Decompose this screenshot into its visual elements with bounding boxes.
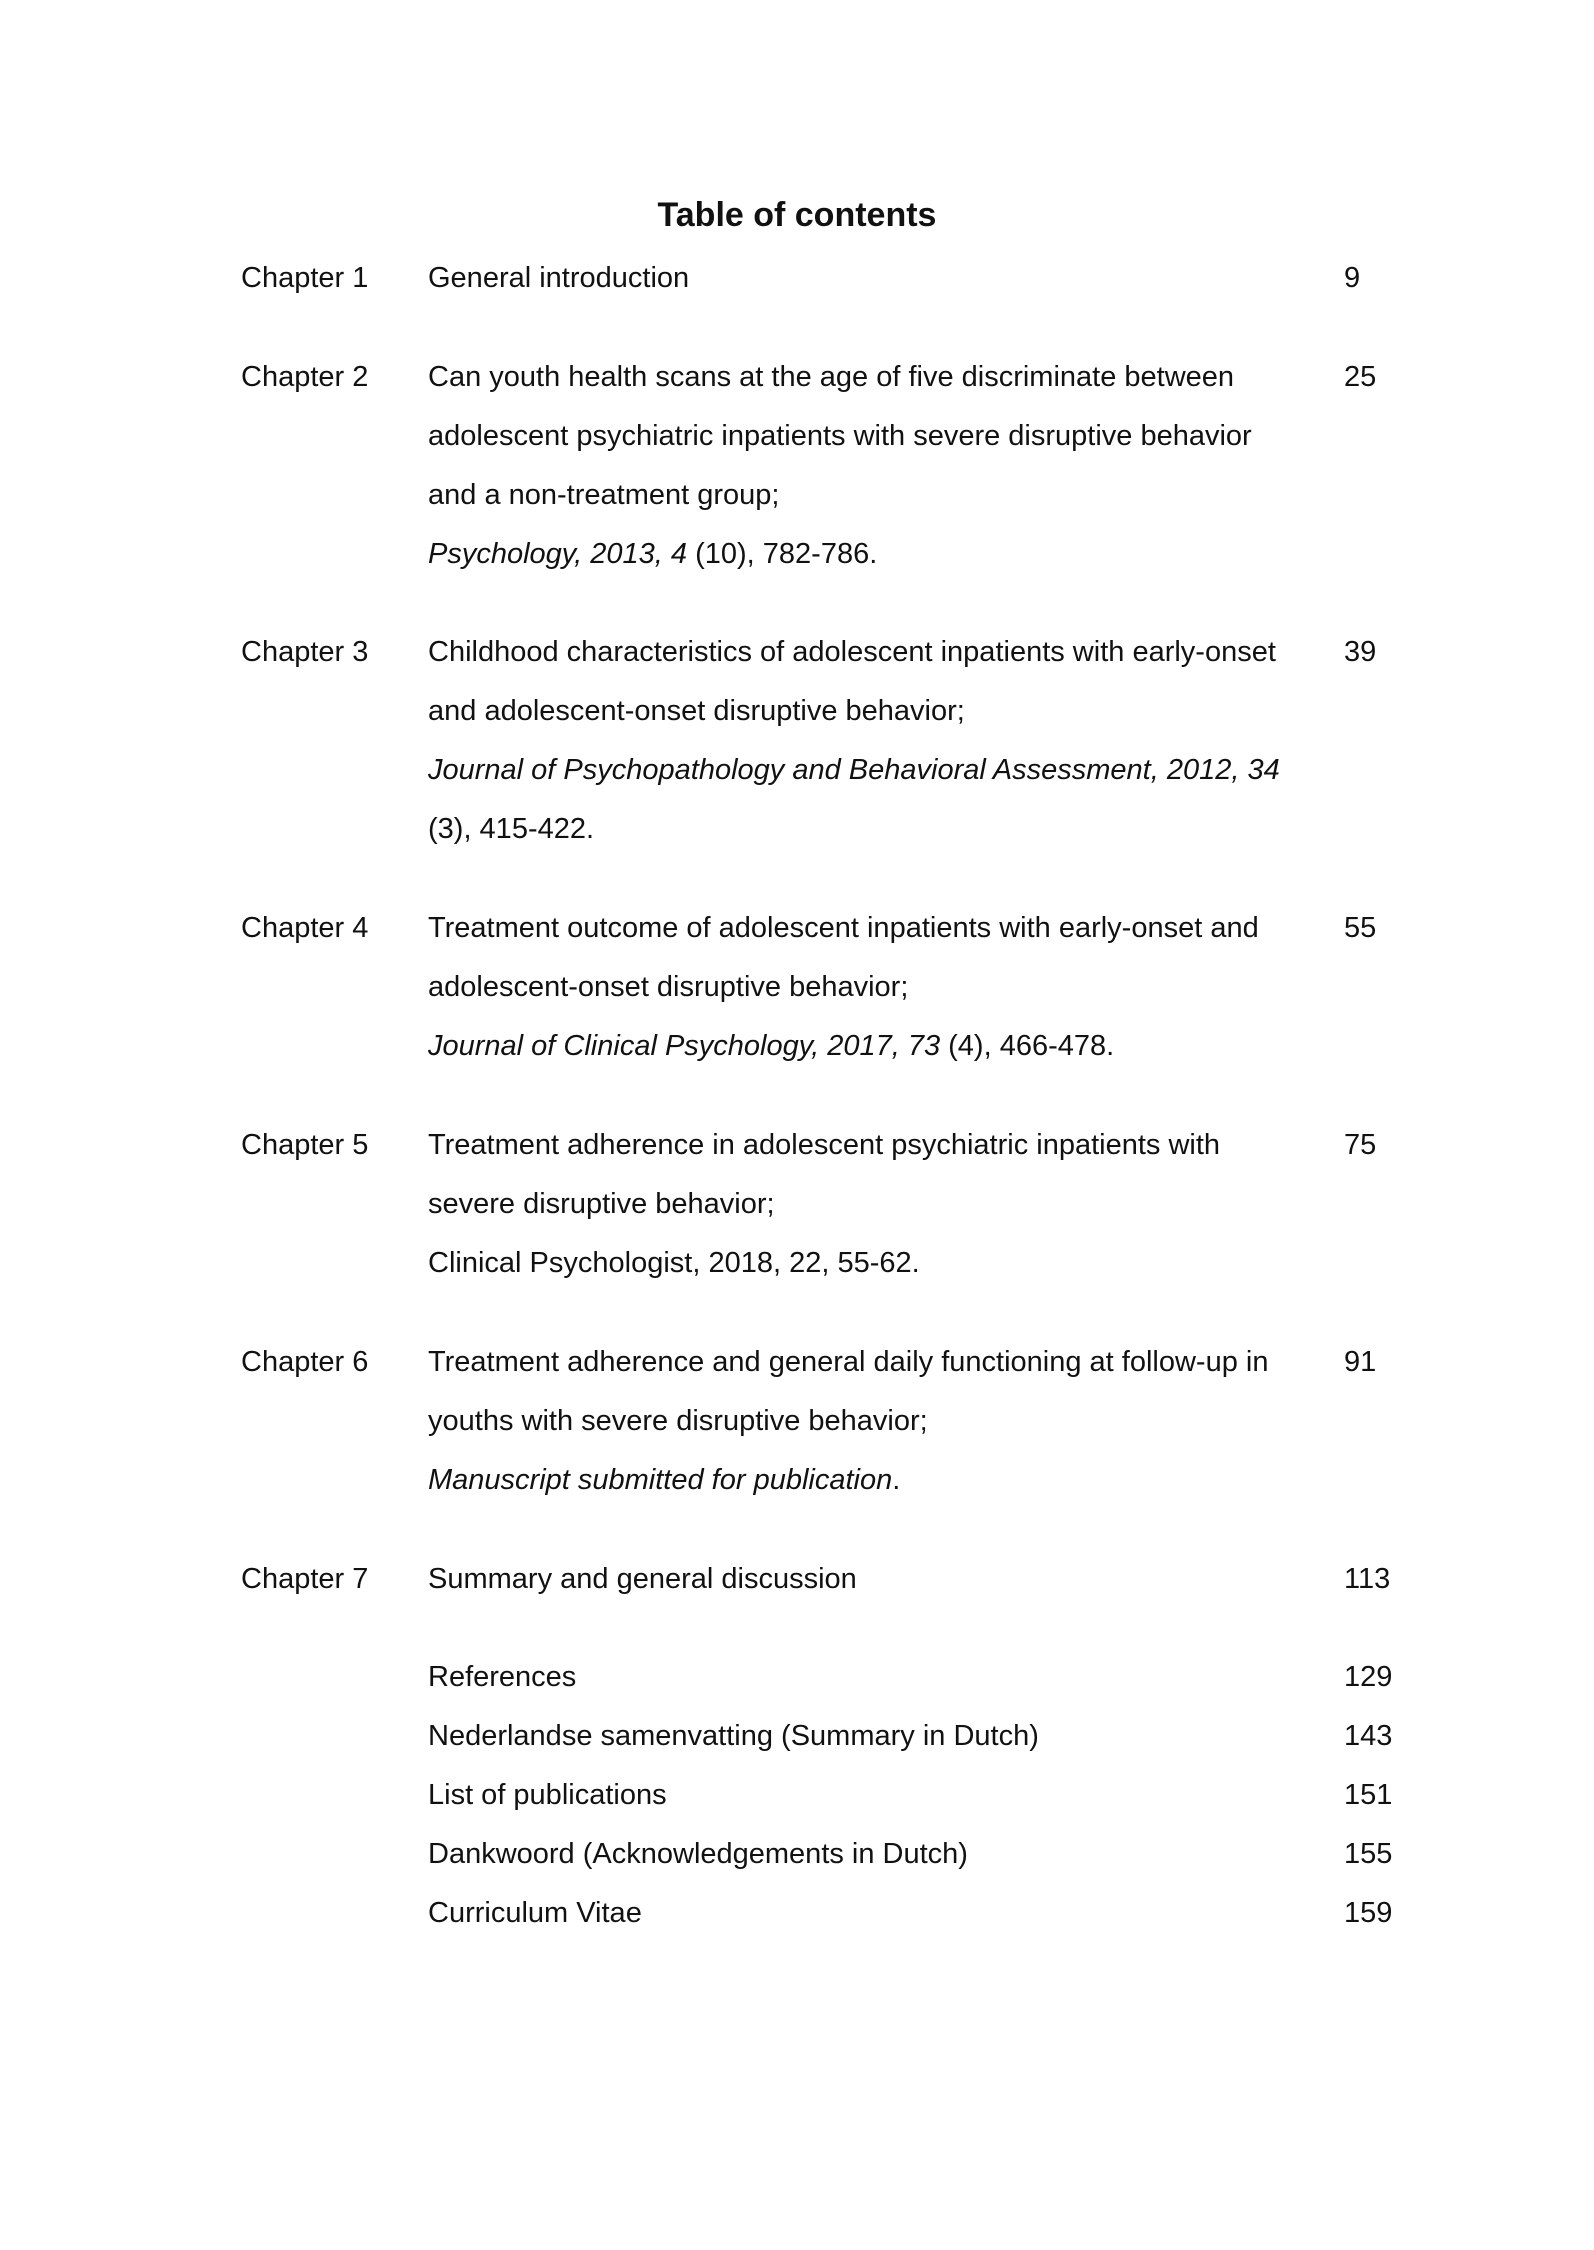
entry-title <box>428 1116 1308 1293</box>
page-number: 25 <box>1344 361 1377 393</box>
entry-title <box>428 1333 1308 1510</box>
entry-line: and a non-treatment group; <box>428 479 780 511</box>
entry-line: Nederlandse samenvatting (Summary in Dutch) <box>428 1720 1039 1752</box>
entry-title <box>428 899 1308 1076</box>
entry-title <box>428 249 1308 308</box>
chapter-label: Chapter 4 <box>241 912 369 944</box>
entry-line: Can youth health scans at the age of five discriminate between <box>428 361 1235 393</box>
entry-line: Treatment adherence in adolescent psychiatric inpatients with <box>428 1129 1221 1161</box>
chapter-label: Chapter 1 <box>241 262 369 294</box>
page-number: 143 <box>1344 1720 1393 1752</box>
page-number: 113 <box>1344 1563 1391 1595</box>
page-number: 39 <box>1344 636 1377 668</box>
citation-journal: Journal of Psychopathology and Behavioral Assessment, 2012, 34 <box>428 754 1280 786</box>
citation-line <box>428 1451 1308 1510</box>
citation-line <box>428 741 1308 800</box>
citation-line: (3), 415-422. <box>428 813 595 845</box>
citation-line <box>428 525 1308 584</box>
entry-line: youths with severe disruptive behavior; <box>428 1405 928 1437</box>
citation-details: (4), 466-478. <box>940 1030 1115 1062</box>
entry-line: Summary and general discussion <box>428 1563 857 1595</box>
entry-line: Childhood characteristics of adolescent inpatients with early-onset <box>428 636 1276 668</box>
page-number: 75 <box>1344 1129 1377 1161</box>
chapter-label: Chapter 6 <box>241 1346 369 1378</box>
citation-line <box>428 1017 1308 1076</box>
chapter-label: Chapter 3 <box>241 636 369 668</box>
entry-line: Treatment adherence and general daily functioning at follow-up in <box>428 1346 1269 1378</box>
page-number: 151 <box>1344 1779 1393 1811</box>
entry-line: adolescent psychiatric inpatients with severe disruptive behavior <box>428 420 1252 452</box>
chapter-label: Chapter 2 <box>241 361 369 393</box>
chapter-label: Chapter 5 <box>241 1129 369 1161</box>
entry-title <box>428 623 1308 859</box>
page-number: 55 <box>1344 912 1377 944</box>
entry-line: Treatment outcome of adolescent inpatients with early-onset and <box>428 912 1259 944</box>
citation-journal: Psychology, 2013, 4 <box>428 538 688 570</box>
citation-journal: Journal of Clinical Psychology, 2017, 73 <box>428 1030 941 1062</box>
citation-line: Clinical Psychologist, 2018, 22, 55-62. <box>428 1247 920 1279</box>
chapter-label: Chapter 7 <box>241 1563 369 1595</box>
citation-details: . <box>892 1464 901 1496</box>
entry-line: List of publications <box>428 1779 667 1811</box>
citation-details: (10), 782-786. <box>687 538 878 570</box>
citation-journal: Manuscript submitted for publication <box>428 1464 893 1496</box>
page-number: 91 <box>1344 1346 1377 1378</box>
entry-title <box>428 1550 1308 1609</box>
page-number: 9 <box>1344 262 1361 294</box>
entry-title <box>428 348 1308 584</box>
page-number: 159 <box>1344 1897 1393 1929</box>
page-title: Table of contents <box>657 196 937 234</box>
entry-line: Curriculum Vitae <box>428 1897 642 1929</box>
entry-line: adolescent-onset disruptive behavior; <box>428 971 909 1003</box>
entry-line: General introduction <box>428 262 690 294</box>
entry-line: and adolescent-onset disruptive behavior; <box>428 695 965 727</box>
entry-line: severe disruptive behavior; <box>428 1188 775 1220</box>
page-number: 129 <box>1344 1661 1393 1693</box>
entry-line: Dankwoord (Acknowledgements in Dutch) <box>428 1838 968 1870</box>
entry-line: References <box>428 1661 577 1693</box>
page-number: 155 <box>1344 1838 1393 1870</box>
